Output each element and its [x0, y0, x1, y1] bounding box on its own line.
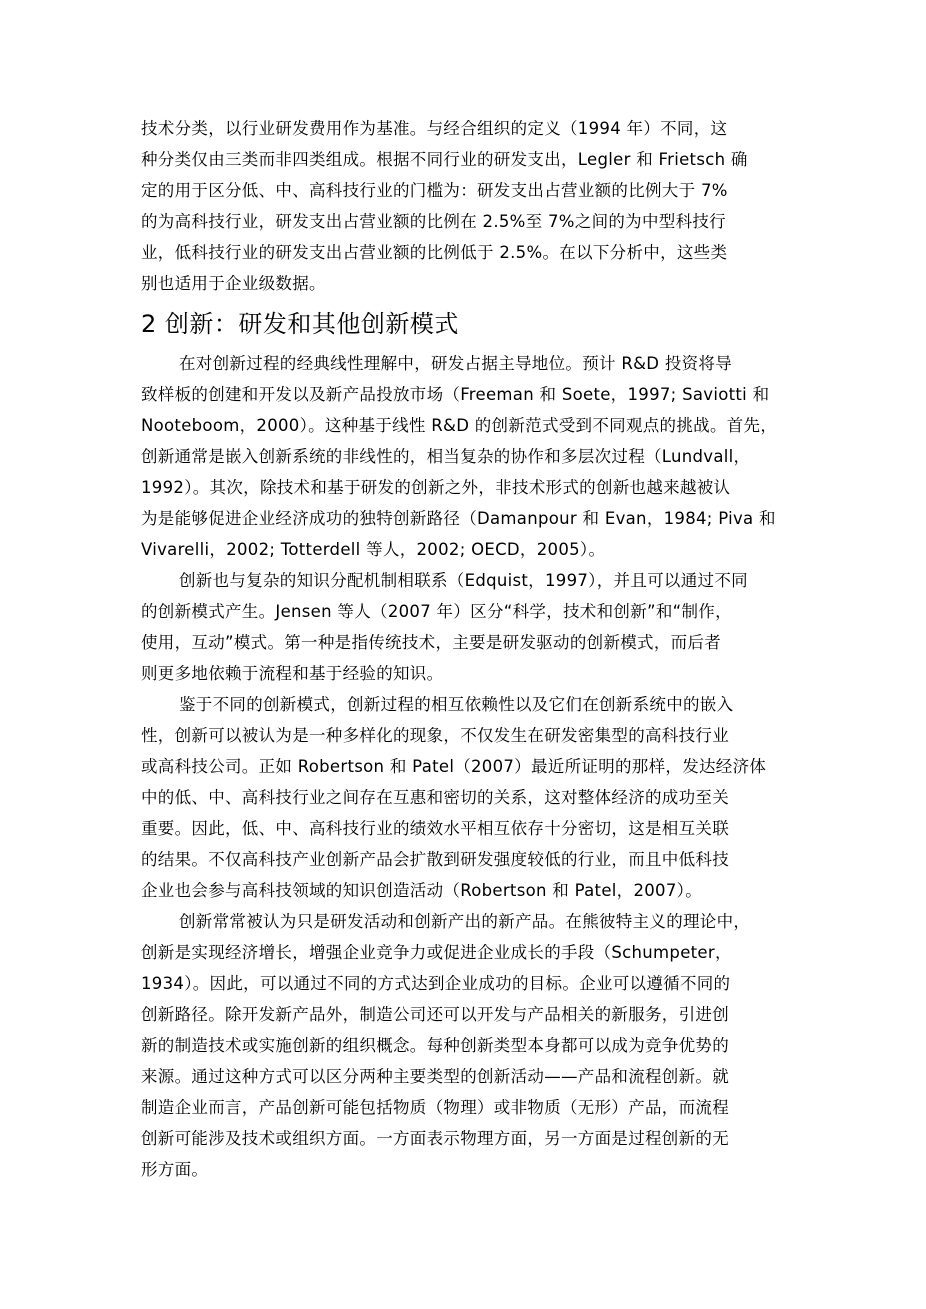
text-line: 使用，互动”模式。第一种是指传统技术，主要是研发驱动的创新模式，而后者 — [141, 633, 722, 652]
text-line: 技术分类，以行业研发费用作为基准。与经合组织的定义（1994 年）不同，这 — [141, 119, 728, 138]
text-line: 在对创新过程的经典线性理解中，研发占据主导地位。预计 R&D 投资将导 — [179, 354, 733, 373]
section-heading: 2 创新：研发和其他创新模式 — [141, 310, 459, 338]
text-line: Nooteboom，2000）。这种基于线性 R&D 的创新范式受到不同观点的挑战。首先， — [141, 416, 778, 435]
text-line: 创新常常被认为只是研发活动和创新产出的新产品。在熊彼特主义的理论中， — [179, 912, 751, 931]
text-line: 重要。因此，低、中、高科技行业的绩效水平相互依存十分密切，这是相互关联 — [141, 819, 729, 838]
text-line: 1992）。其次，除技术和基于研发的创新之外，非技术形式的创新也越来越被认 — [141, 478, 731, 497]
text-line: 的创新模式产生。Jensen 等人（2007 年）区分“科学，技术和创新”和“制作， — [141, 602, 732, 621]
text-line: 的为高科技行业，研发支出占营业额的比例在 2.5%至 7%之间的为中型科技行 — [141, 212, 726, 231]
paragraph — [141, 348, 791, 565]
text-line: 别也适用于企业级数据。 — [141, 274, 326, 293]
text-line: 创新是实现经济增长，增强企业竞争力或促进企业成长的手段（Schumpeter， — [141, 943, 732, 962]
text-line: 制造企业而言，产品创新可能包括物质（物理）或非物质（无形）产品，而流程 — [141, 1098, 729, 1117]
document-page — [141, 113, 791, 1185]
text-line: 业，低科技行业的研发支出占营业额的比例低于 2.5%。在以下分析中，这些类 — [141, 243, 728, 262]
text-line: 致样板的创建和开发以及新产品投放市场（Freeman 和 Soete，1997; Saviotti 和 — [141, 385, 770, 404]
paragraph — [141, 906, 791, 1185]
text-line: 的结果。不仅高科技产业创新产品会扩散到研发强度较低的行业，而且中低科技 — [141, 850, 729, 869]
text-line: 种分类仅由三类而非四类组成。根据不同行业的研发支出，Legler 和 Frietsch 确 — [141, 150, 748, 169]
text-line: 为是能够促进企业经济成功的独特创新路径（Damanpour 和 Evan，1984; Piva 和 — [141, 509, 776, 528]
text-line: 鉴于不同的创新模式，创新过程的相互依赖性以及它们在创新系统中的嵌入 — [179, 695, 734, 714]
text-line: 或高科技公司。正如 Robertson 和 Patel（2007）最近所证明的那样，发达经济体 — [141, 757, 767, 776]
text-line: 企业也会参与高科技领域的知识创造活动（Robertson 和 Patel，2007）。 — [141, 881, 703, 900]
text-line: 创新通常是嵌入创新系统的非线性的，相当复杂的协作和多层次过程（Lundvall， — [141, 447, 751, 466]
text-line: 形方面。 — [141, 1160, 209, 1179]
text-line: 创新路径。除开发新产品外，制造公司还可以开发与产品相关的新服务，引进创 — [141, 1005, 729, 1024]
paragraph — [141, 689, 791, 906]
text-line: 定的用于区分低、中、高科技行业的门槛为：研发支出占营业额的比例大于 7% — [141, 181, 728, 200]
paragraph — [141, 565, 791, 689]
text-line: 创新也与复杂的知识分配机制相联系（Edquist，1997），并且可以通过不同 — [179, 571, 748, 590]
text-line: 新的制造技术或实施创新的组织概念。每种创新类型本身都可以成为竞争优势的 — [141, 1036, 729, 1055]
text-line: 则更多地依赖于流程和基于经验的知识。 — [141, 664, 444, 683]
text-line: Vivarelli，2002; Totterdell 等人，2002; OECD，2005）。 — [141, 540, 606, 559]
intro-paragraph — [141, 113, 791, 299]
text-line: 中的低、中、高科技行业之间存在互惠和密切的关系，这对整体经济的成功至关 — [141, 788, 729, 807]
text-line: 性，创新可以被认为是一种多样化的现象，不仅发生在研发密集型的高科技行业 — [141, 726, 729, 745]
text-line: 1934）。因此，可以通过不同的方式达到企业成功的目标。企业可以遵循不同的 — [141, 974, 731, 993]
text-line: 来源。通过这种方式可以区分两种主要类型的创新活动——产品和流程创新。就 — [141, 1067, 729, 1086]
text-line: 创新可能涉及技术或组织方面。一方面表示物理方面，另一方面是过程创新的无 — [141, 1129, 729, 1148]
